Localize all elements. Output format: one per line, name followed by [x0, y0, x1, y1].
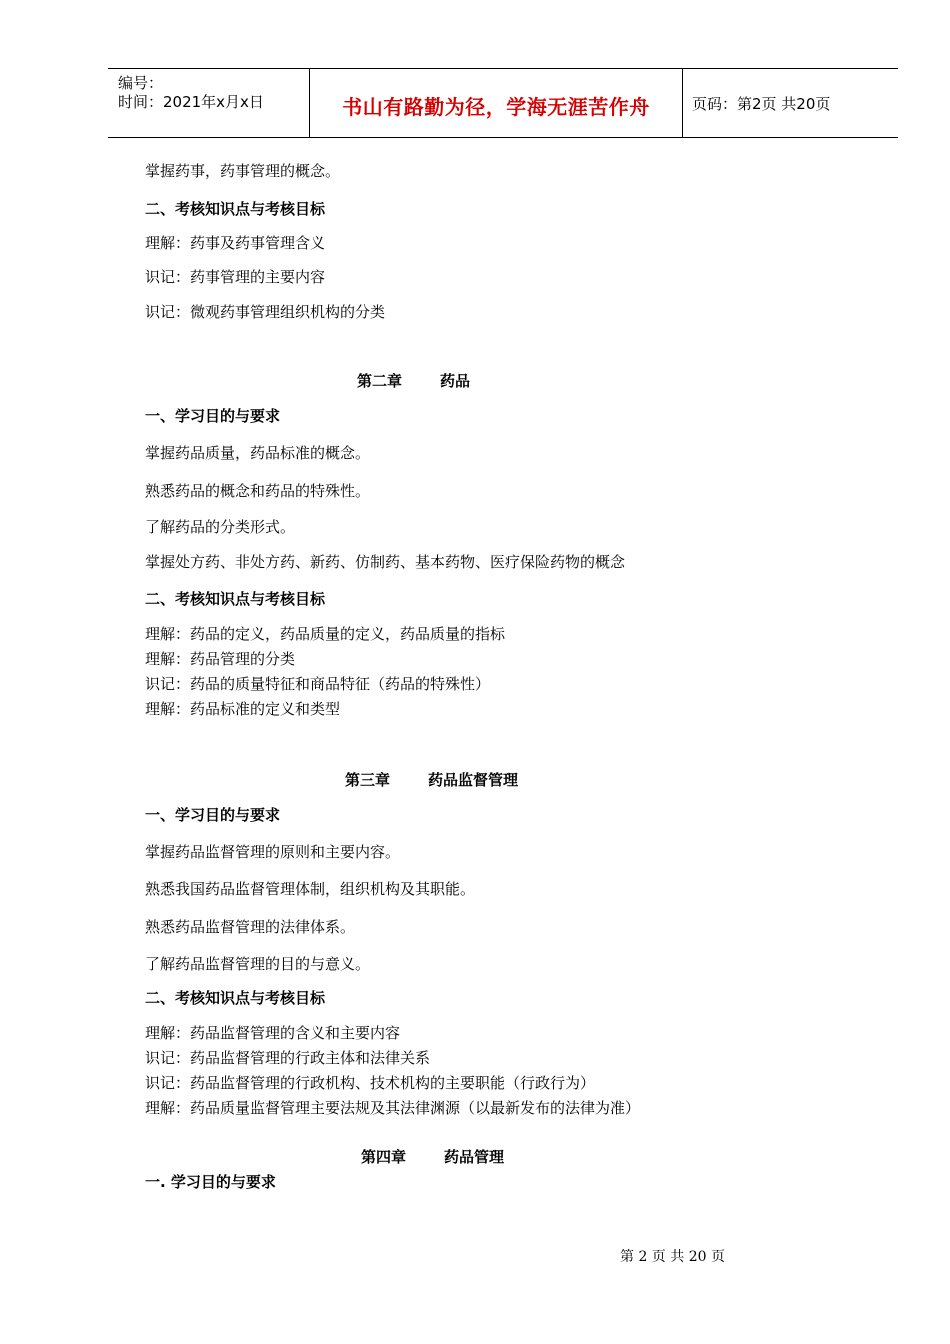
header-motto-cell [310, 69, 683, 137]
ch3-exam-item: 识记：药品监督管理的行政主体和法律关系 [145, 1049, 431, 1067]
number-label: 编号： [118, 74, 164, 92]
ch3-exam-item: 理解：药品监督管理的含义和主要内容 [145, 1024, 401, 1042]
ch4-heading [361, 1147, 504, 1167]
ch2-title: 药品 [440, 372, 471, 390]
ch4-title: 药品管理 [444, 1148, 505, 1166]
ch1-exam-item: 理解：药事及药事管理含义 [145, 234, 326, 252]
ch2-exam-item: 识记：药品的质量特征和商品特征（药品的特殊性） [145, 675, 491, 693]
page-info: 页码：第2页 共20页 [692, 95, 831, 113]
ch1-objective: 掌握药事，药事管理的概念。 [145, 162, 341, 180]
ch2-goal-heading: 一、学习目的与要求 [145, 407, 281, 425]
page-footer: 第 2 页 共 20 页 [620, 1249, 725, 1265]
time-label: 时间：2021年x月x日 [118, 93, 264, 111]
ch4-number: 第四章 [361, 1148, 407, 1166]
page-header [108, 68, 898, 138]
ch3-exam-item: 识记：药品监督管理的行政机构、技术机构的主要职能（行政行为） [145, 1074, 596, 1092]
ch3-heading [345, 770, 518, 790]
ch1-exam-item: 识记：微观药事管理组织机构的分类 [145, 303, 386, 321]
ch2-number: 第二章 [357, 372, 403, 390]
ch2-heading [357, 371, 470, 391]
ch2-objective: 掌握药品质量，药品标准的概念。 [145, 444, 371, 462]
motto-text: 书山有路勤为径，学海无涯苦作舟 [342, 94, 650, 119]
ch2-exam-item: 理解：药品标准的定义和类型 [145, 700, 341, 718]
ch2-exam-item: 理解：药品管理的分类 [145, 650, 296, 668]
ch1-exam-item: 识记：药事管理的主要内容 [145, 268, 326, 286]
ch3-objective: 熟悉我国药品监督管理体制，组织机构及其职能。 [145, 880, 476, 898]
ch2-exam-heading: 二、考核知识点与考核目标 [145, 590, 326, 608]
ch3-objective: 了解药品监督管理的目的与意义。 [145, 955, 371, 973]
ch3-exam-item: 理解：药品质量监督管理主要法规及其法律渊源（以最新发布的法律为准） [145, 1099, 641, 1117]
ch3-goal-heading: 一、学习目的与要求 [145, 806, 281, 824]
ch3-exam-heading: 二、考核知识点与考核目标 [145, 989, 326, 1007]
ch2-exam-item: 理解：药品的定义，药品质量的定义，药品质量的指标 [145, 625, 506, 643]
ch2-objective: 熟悉药品的概念和药品的特殊性。 [145, 482, 371, 500]
ch2-objective: 了解药品的分类形式。 [145, 518, 296, 536]
ch4-goal-heading: 一. 学习目的与要求 [145, 1173, 276, 1191]
header-meta-cell [108, 69, 310, 137]
ch3-number: 第三章 [345, 771, 391, 789]
ch3-objective: 掌握药品监督管理的原则和主要内容。 [145, 843, 401, 861]
ch3-title: 药品监督管理 [428, 771, 519, 789]
ch2-objective: 掌握处方药、非处方药、新药、仿制药、基本药物、医疗保险药物的概念 [145, 553, 626, 571]
ch3-objective: 熟悉药品监督管理的法律体系。 [145, 918, 356, 936]
ch1-exam-heading: 二、考核知识点与考核目标 [145, 200, 326, 218]
